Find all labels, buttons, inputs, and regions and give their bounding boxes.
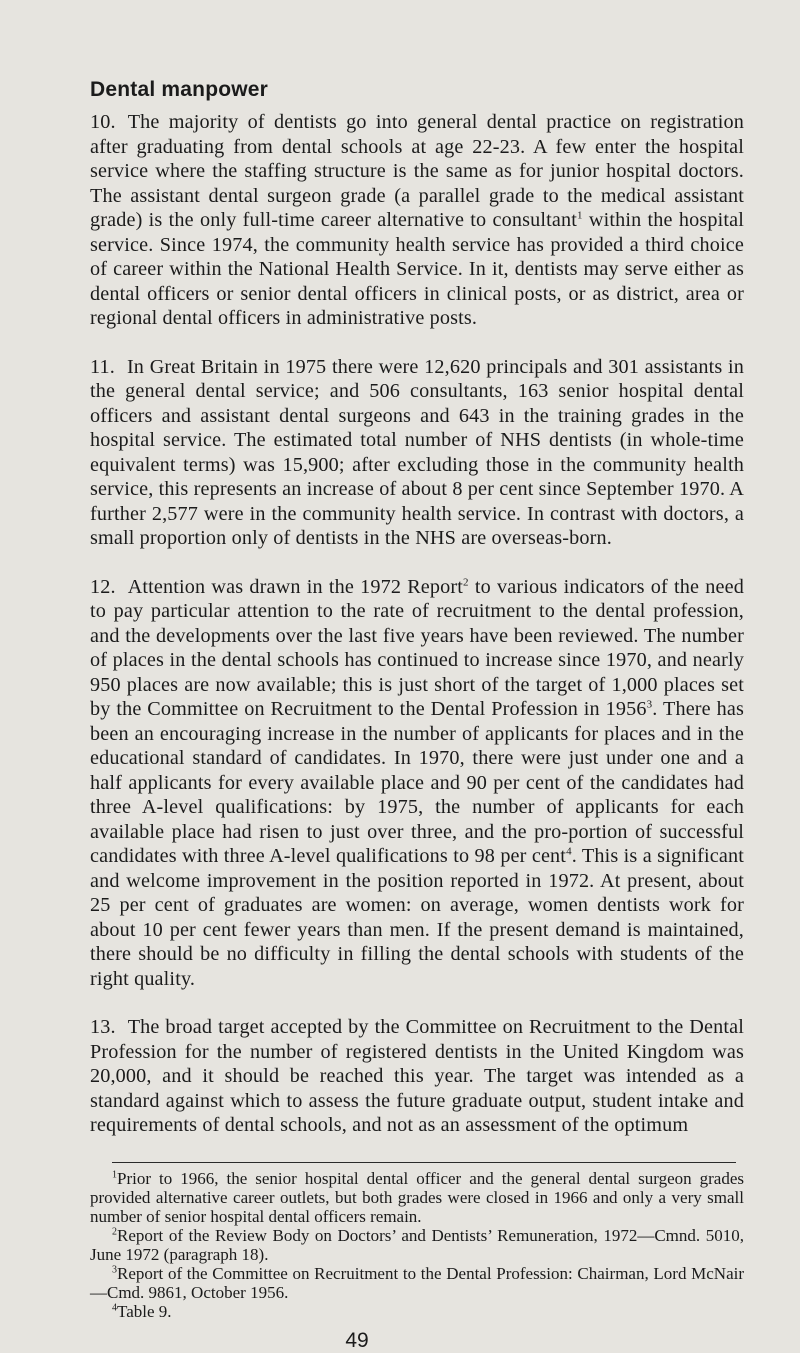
paragraph-text: Attention was drawn in the 1972 Report (127, 575, 464, 598)
footnote-mark: 2 (112, 1225, 117, 1237)
footnote-text: Prior to 1966, the senior hospital dental officer and the general dental surgeon grades provided alternative career outlets, but both grades were closed in 1966 and only a very small number of senior hospital dental officers remain. (90, 1168, 744, 1226)
section-heading: Dental manpower (90, 78, 269, 101)
paragraph-text: within the hospital service. Since 1974, the community health service has provided a third choice of career within the National Health Service. In it, dentists may serve either as dental officers or senior dental officers in clinical posts, or as district, area or regional dental officers in administrative posts. (90, 209, 744, 329)
paragraph-12 (90, 575, 744, 992)
paragraph-number: 12. (90, 575, 116, 598)
paragraph-text: . This is a significant and welcome improvement in the position reported in 1972. At present, about 25 per cent of graduates are women: on average, women dentists work for about 10 per cent fewer years than men. If the present demand is maintained, there should be no difficulty in filling the dental schools with students of the right quality. (90, 845, 744, 990)
footnote-text: Table 9. (117, 1301, 172, 1321)
footnote-1 (90, 1169, 744, 1226)
footnote-divider (112, 1162, 736, 1163)
footnote-4 (90, 1302, 744, 1321)
paragraph-number: 13. (90, 1016, 116, 1038)
footnote-text: Report of the Review Body on Doctors’ and Dentists’ Remuneration, 1972—Cmnd. 5010, June 1972 (paragraph 18). (90, 1225, 744, 1264)
footnote-text: Report of the Committee on Recruitment to the Dental Profession: Chairman, Lord McNair—Cmd. 9861, October 1956. (90, 1263, 744, 1302)
paragraph-text: . There has been an encouraging increase in the number of applicants for places and in the educational standard of candidates. In 1970, there were just under one and a half applicants for every available place and 90 per cent of the candidates had three A-level qualifications: by 1975, the number of applicants for each available place had risen to just over three, and the pro-portion of successful candidates with three A-level qualifications to 98 per cent (90, 698, 744, 867)
paragraph-text: to various indicators of the need to pay particular attention to the rate of recruitment to the dental profession, and the developments over the last five years have been reviewed. The number of places in the dental schools has continued to increase since 1970, and nearly 950 places are now available; this is just short of the target of 1,000 places set by the Committee on Recruitment to the Dental Profession in 1956 (90, 575, 744, 720)
paragraph-13 (90, 1015, 744, 1138)
paragraph-text: The broad target accepted by the Committee on Recruitment to the Dental Profession for the number of registered dentists in the United Kingdom was 20,000, and it should be reached this year. The target was intended as a standard against which to assess the future graduate output, student intake and requirements of dental schools, and not as an assessment of the optimum (90, 1016, 744, 1136)
footnote-mark: 1 (112, 1168, 117, 1180)
footnote-ref-3: 3 (646, 698, 653, 711)
footnote-mark: 3 (112, 1263, 117, 1275)
footnote-ref-4: 4 (566, 845, 572, 858)
paragraph-number: 11. (90, 355, 115, 378)
footnote-3 (90, 1264, 744, 1302)
paragraph-text: In Great Britain in 1975 there were 12,620 principals and 301 assistants in the general dental service; and 506 consultants, 163 senior hospital dental officers and assistant dental surgeons and 643 in the training grades in the hospital service. The estimated total number of NHS dentists (in whole-time equivalent terms) was 15,900; after excluding those in the community health service, this represents an increase of about 8 per cent since September 1970. A further 2,577 were in the community health service. In contrast with doctors, a small proportion only of dentists in the NHS are overseas-born. (90, 355, 744, 549)
footnote-mark: 4 (112, 1301, 117, 1313)
page-number: 49 (345, 1328, 369, 1352)
footnote-2 (90, 1226, 744, 1264)
paragraph-text: The majority of dentists go into general dental practice on registration after graduating from dental schools at age 22-23. A few enter the hospital service where the staffing structure is the same as for junior hospital doctors. The assistant dental surgeon grade (a parallel grade to the medical assistant grade) is the only full-time career alternative to consultant (90, 111, 744, 231)
footnote-ref-2: 2 (463, 575, 469, 588)
paragraph-11 (90, 355, 744, 551)
footnote-ref-1: 1 (576, 209, 583, 222)
paragraph-number: 10. (90, 111, 116, 133)
paragraph-10 (90, 110, 744, 331)
